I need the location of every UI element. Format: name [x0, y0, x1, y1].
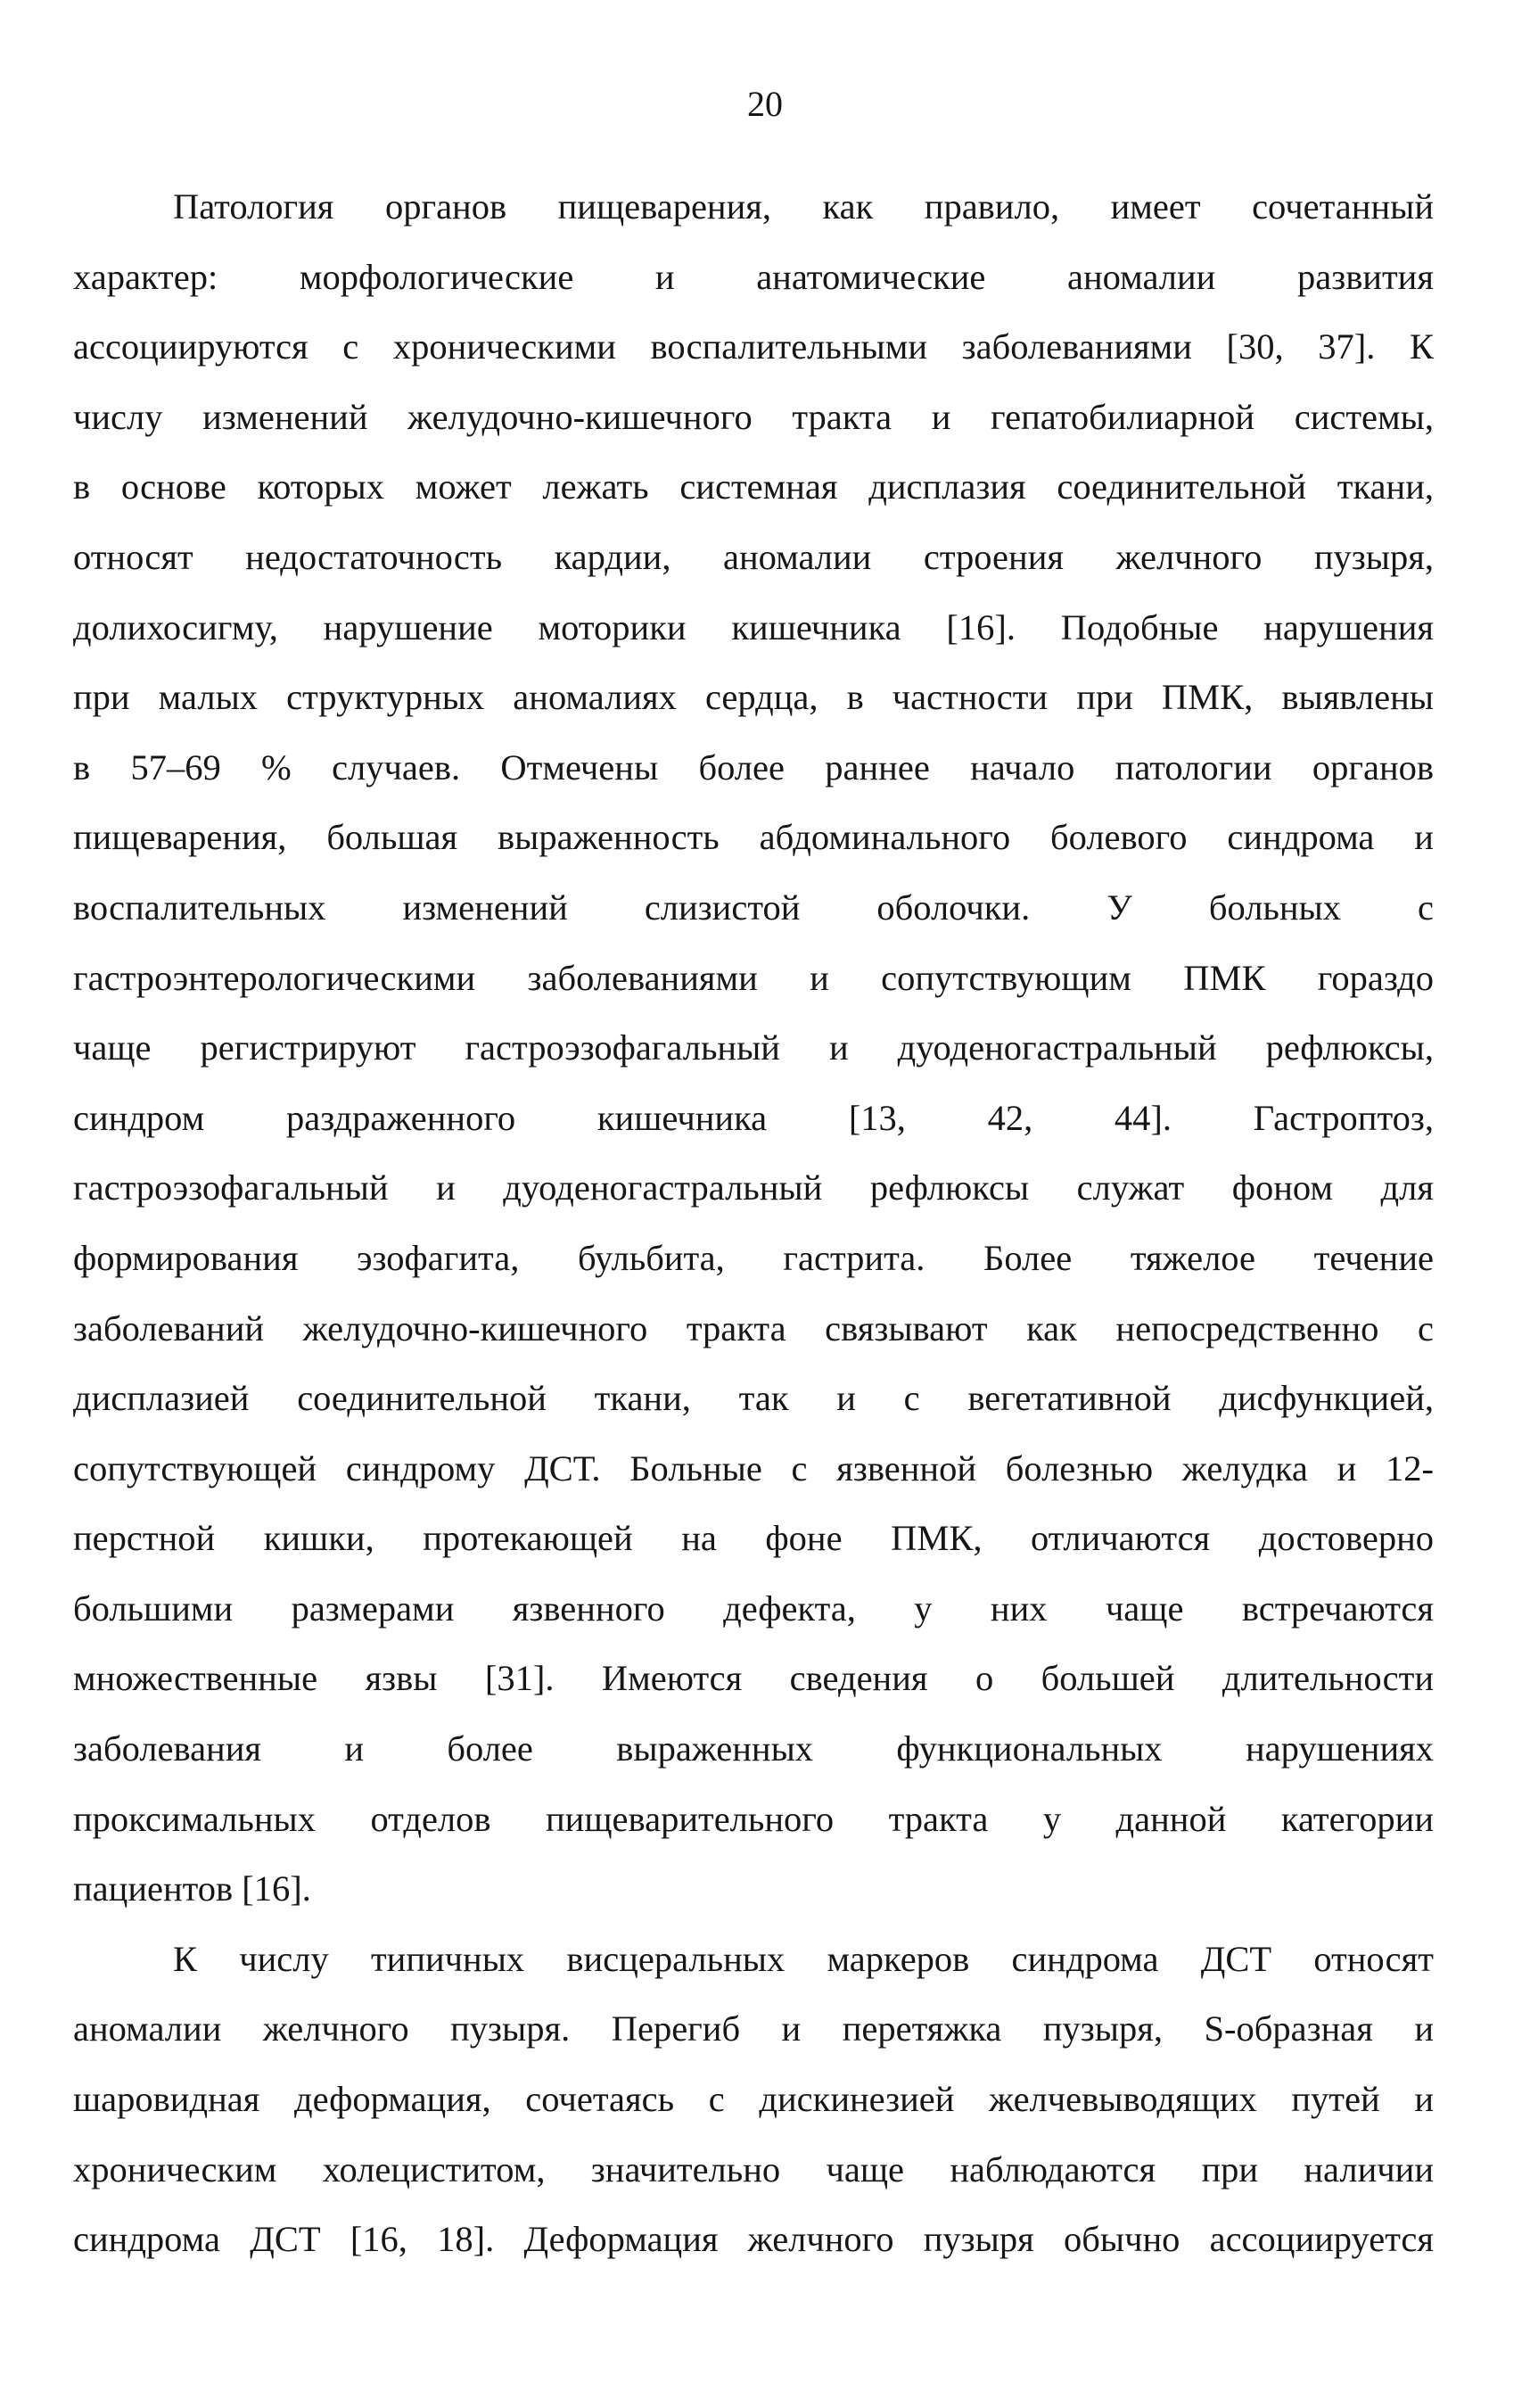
- text-line: относят недостаточность кардии, аномалии строения желчного пузыря,: [73, 536, 1434, 577]
- text-line: проксимальных отделов пищеварительного тракта у данной категории: [73, 1798, 1434, 1839]
- paragraph-2: [73, 1925, 1434, 2275]
- text-line: числу изменений желудочно-кишечного тракта и гепатобилиарной системы,: [73, 396, 1434, 437]
- text-line: гастроэнтерологическими заболеваниями и сопутствующим ПМК гораздо: [73, 957, 1434, 998]
- text-line: чаще регистрируют гастроэзофагальный и дуоденогастральный рефлюксы,: [73, 1027, 1434, 1068]
- text-line: в основе которых может лежать системная дисплазия соединительной ткани,: [73, 466, 1434, 507]
- text-line: формирования эзофагита, бульбита, гастрита. Более тяжелое течение: [73, 1237, 1434, 1278]
- text-line: долихосигму, нарушение моторики кишечника [16]. Подобные нарушения: [73, 606, 1434, 647]
- text-line: сопутствующей синдрому ДСТ. Больные с язвенной болезнью желудка и 12-: [73, 1447, 1434, 1489]
- body-text: [73, 172, 1434, 2275]
- text-line: заболевания и более выраженных функциональных нарушениях: [73, 1728, 1434, 1769]
- text-line: гастроэзофагальный и дуоденогастральный рефлюксы служат фоном для: [73, 1167, 1434, 1208]
- text-line: воспалительных изменений слизистой оболочки. У больных с: [73, 887, 1434, 928]
- text-line: характер: морфологические и анатомические аномалии развития: [73, 256, 1434, 297]
- text-line: пищеварения, большая выраженность абдоминального болевого синдрома и: [73, 817, 1434, 858]
- text-line: пациентов [16].: [73, 1868, 311, 1909]
- text-line: множественные язвы [31]. Имеются сведения о большей длительности: [73, 1658, 1434, 1699]
- text-line: в 57–69 % случаев. Отмечены более раннее начало патологии органов: [73, 746, 1434, 788]
- text-line: перстной кишки, протекающей на фоне ПМК, отличаются достоверно: [73, 1518, 1434, 1559]
- text-line: аномалии желчного пузыря. Перегиб и перетяжка пузыря, S-образная и: [73, 2008, 1434, 2049]
- text-line: при малых структурных аномалиях сердца, в частности при ПМК, выявлены: [73, 677, 1434, 718]
- text-line: дисплазией соединительной ткани, так и с вегетативной дисфункцией,: [73, 1378, 1434, 1419]
- text-line: Патология органов пищеварения, как правило, имеет сочетанный: [173, 186, 1434, 227]
- text-line: хроническим холециститом, значительно чаще наблюдаются при наличии: [73, 2148, 1434, 2189]
- page-number: 20: [747, 84, 783, 124]
- text-line: ассоциируются с хроническими воспалительными заболеваниями [30, 37]. К: [73, 326, 1434, 367]
- text-line: заболеваний желудочно-кишечного тракта связывают как непосредственно с: [73, 1307, 1434, 1348]
- paragraph-1: [73, 172, 1434, 1925]
- text-line: шаровидная деформация, сочетаясь с дискинезией желчевыводящих путей и: [73, 2079, 1434, 2120]
- text-line: большими размерами язвенного дефекта, у них чаще встречаются: [73, 1587, 1434, 1629]
- text-line: синдрома ДСТ [16, 18]. Деформация желчного пузыря обычно ассоциируется: [73, 2219, 1434, 2260]
- text-line: синдром раздраженного кишечника [13, 42, 44]. Гастроптоз,: [73, 1097, 1434, 1138]
- text-line: К числу типичных висцеральных маркеров синдрома ДСТ относят: [173, 1938, 1434, 1979]
